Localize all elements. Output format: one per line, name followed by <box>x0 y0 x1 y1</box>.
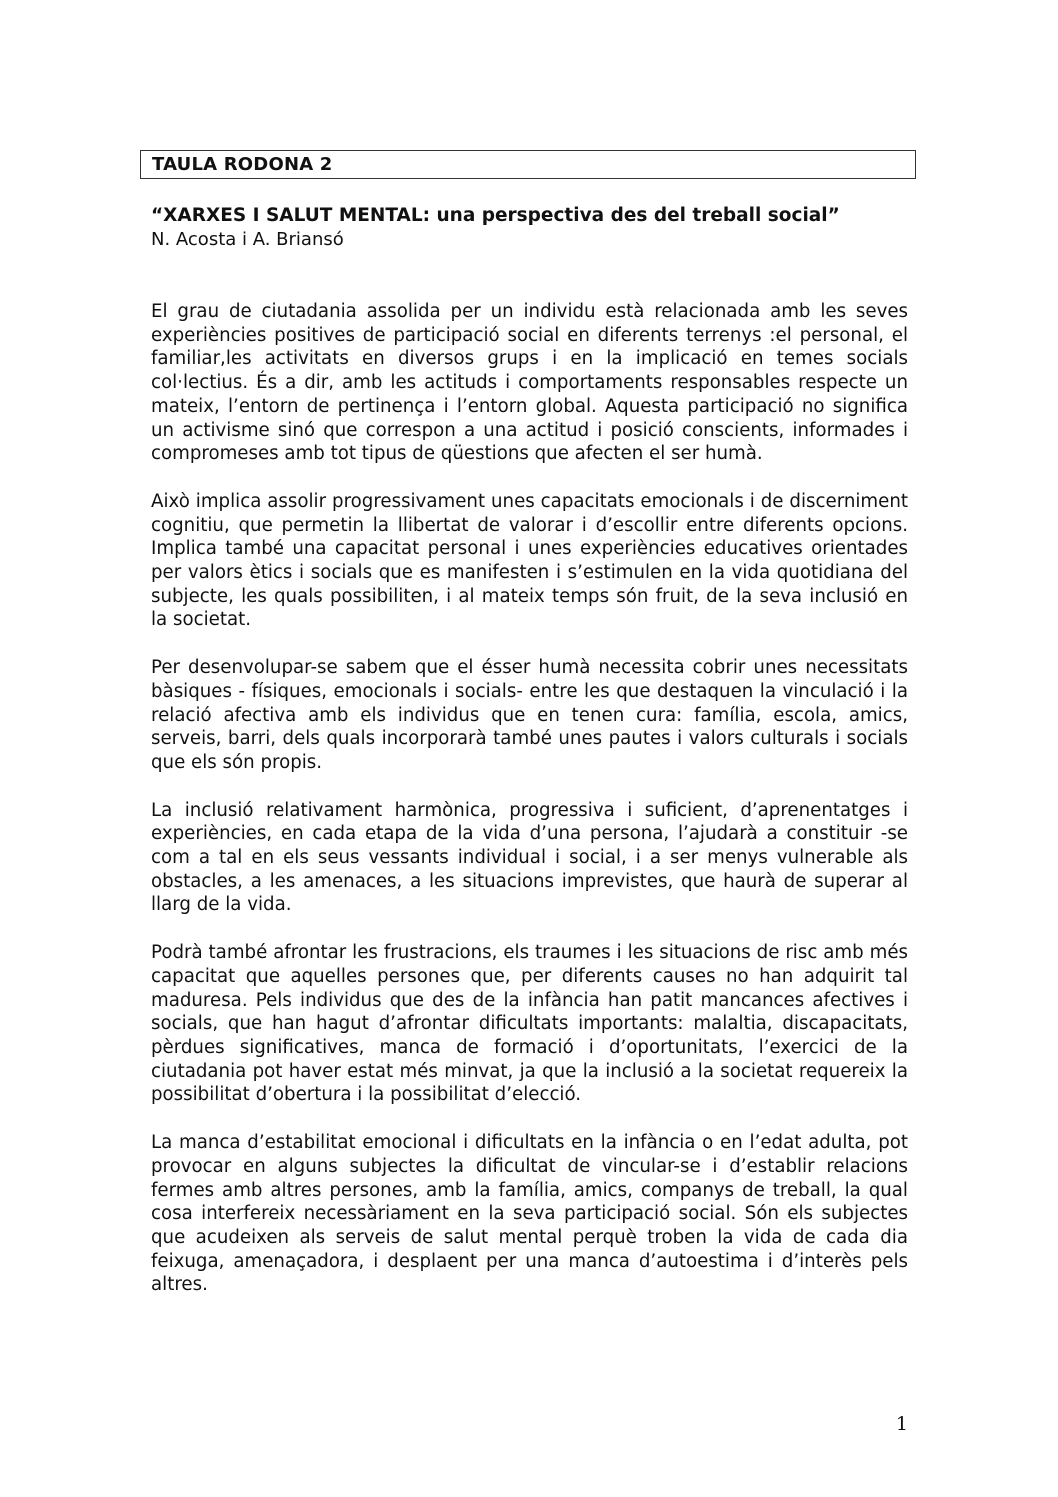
section-header-box <box>140 150 916 179</box>
body-paragraph-5: Podrà també afrontar les frustracions, els traumes i les situacions de risc amb més capacitat que aquelles persones que, per diferents causes no han adquirit tal maduresa. Pels individus que des de la infància han patit mancances afectives i socials, que han hagut d’afrontar dificultats importants: malaltia, discapacitats, pèrdues significatives, manca de formació i d’oportunitats, l’exercici de la ciutadania pot haver estat més minvat, ja que la inclusió a la societat requereix la possibilitat d’obertura i la possibilitat d’elecció. <box>151 942 908 1106</box>
body-paragraph-3: Per desenvolupar-se sabem que el ésser humà necessita cobrir unes necessitats bàsiques - físiques, emocionals i socials- entre les que destaquen la vinculació i la relació afectiva amb els individus que en tenen cura: família, escola, amics, serveis, barri, dels quals incorporarà també unes pautes i valors culturals i socials que els són propis. <box>151 657 908 773</box>
page-number: 1 <box>895 1413 908 1435</box>
section-header-label: TAULA RODONA 2 <box>152 154 333 175</box>
body-paragraph-1: El grau de ciutadania assolida per un individu està relacionada amb les seves experiències positives de participació social en diferents terrenys :el personal, el familiar,les activitats en diversos grups i en la implicació en temes socials col·lectius. És a dir, amb les actituds i comportaments responsables respecte un mateix, l’entorn de pertinença i l’entorn global. Aquesta participació no significa un activisme sinó que correspon a una actitud i posició conscients, informades i compromeses amb tot tipus de qüestions que afecten el ser humà. <box>151 301 908 465</box>
document-authors: N. Acosta i A. Briansó <box>151 229 344 250</box>
body-paragraph-2: Això implica assolir progressivament unes capacitats emocionals i de discerniment cognitiu, que permetin la llibertat de valorar i d’escollir entre diferents opcions. Implica també una capacitat personal i unes experiències educatives orientades per valors ètics i socials que es manifesten i s’estimulen en la vida quotidiana del subjecte, les quals possibiliten, i al mateix temps són fruit, de la seva inclusió en la societat. <box>151 490 908 631</box>
document-title: “XARXES I SALUT MENTAL: una perspectiva des del treball social” <box>151 205 840 226</box>
body-paragraph-4: La inclusió relativament harmònica, progressiva i suficient, d’aprenentatges i experiències, en cada etapa de la vida d’una persona, l’ajudarà a constituir -se com a tal en els seus vessants individual i social, i a ser menys vulnerable als obstacles, a les amenaces, a les situacions imprevistes, que haurà de superar al llarg de la vida. <box>151 799 908 916</box>
body-paragraph-6: La manca d’estabilitat emocional i dificultats en la infància o en l’edat adulta, pot provocar en alguns subjectes la dificultat de vincular-se i d’establir relacions fermes amb altres persones, amb la família, amics, companys de treball, la qual cosa interfereix necessàriament en la seva participació social. Són els subjectes que acudeixen als serveis de salut mental perquè troben la vida de cada dia feixuga, amenaçadora, i desplaent per una manca d’autoestima i d’interès pels altres. <box>151 1132 908 1296</box>
document-body <box>151 300 908 1321</box>
